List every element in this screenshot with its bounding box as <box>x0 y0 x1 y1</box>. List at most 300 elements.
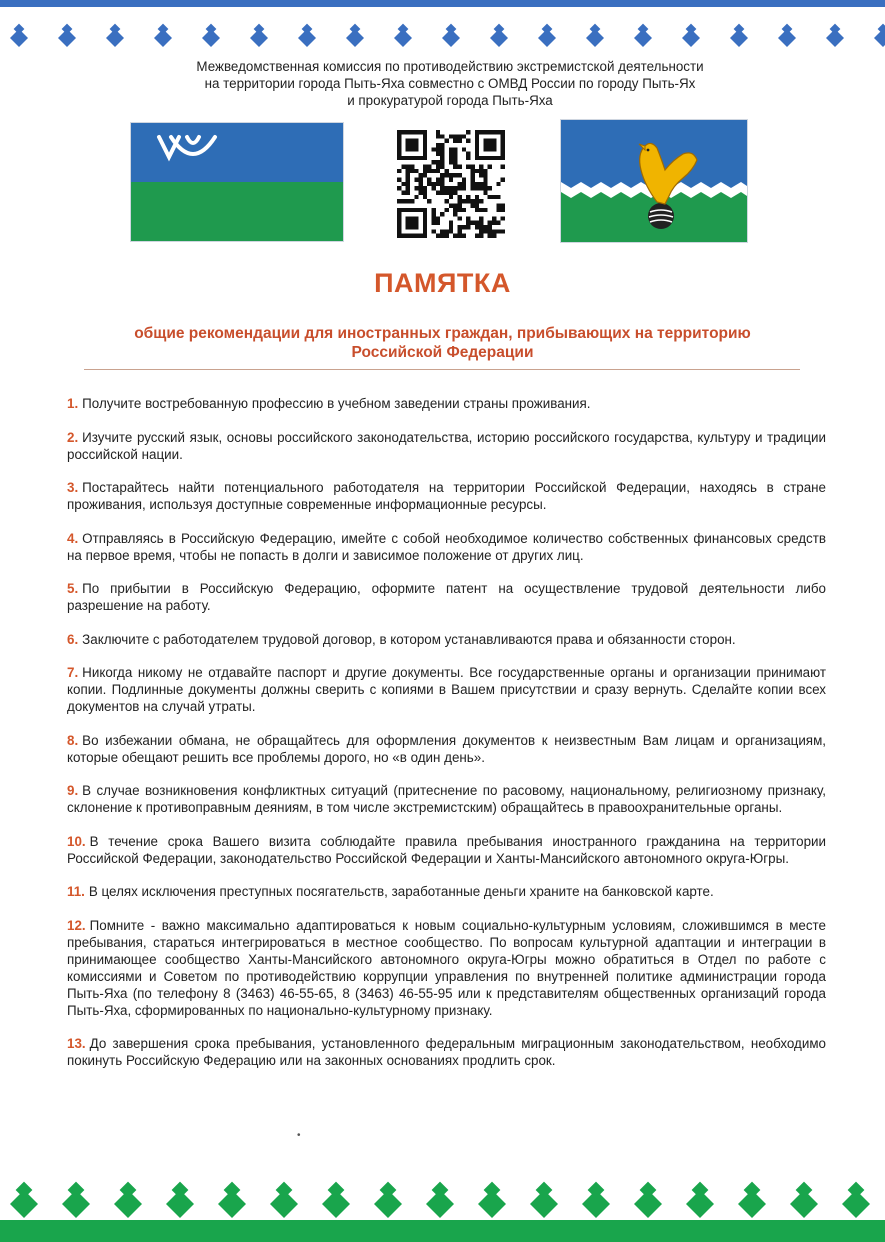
ornament-motif <box>250 24 268 47</box>
qr-module <box>492 195 496 199</box>
qr-module <box>453 152 457 156</box>
qr-module <box>501 216 505 220</box>
qr-module <box>440 186 444 190</box>
qr-module <box>496 203 500 207</box>
qr-module <box>445 139 449 143</box>
qr-module <box>462 178 466 182</box>
qr-module <box>436 147 440 151</box>
qr-module <box>440 165 444 169</box>
item-number: 5. <box>67 581 79 596</box>
qr-module <box>432 229 436 233</box>
qr-module <box>453 173 457 177</box>
qr-module <box>462 208 466 212</box>
ornament-motif <box>322 1182 350 1218</box>
qr-module <box>440 229 444 233</box>
qr-module <box>462 199 466 203</box>
qr-module <box>470 182 474 186</box>
qr-module <box>457 195 461 199</box>
qr-module <box>466 130 470 134</box>
qr-module <box>419 190 423 194</box>
ornament-motif <box>826 24 844 47</box>
qr-module <box>488 225 492 229</box>
qr-module <box>457 139 461 143</box>
qr-module <box>470 186 474 190</box>
qr-module <box>479 216 483 220</box>
qr-module <box>436 182 440 186</box>
ornament-motif <box>582 1182 610 1218</box>
qr-module <box>466 195 470 199</box>
qr-module <box>423 165 427 169</box>
qr-module <box>453 160 457 164</box>
list-item <box>67 917 826 1019</box>
list-item <box>67 1035 826 1069</box>
qr-module <box>466 221 470 225</box>
qr-module <box>479 165 483 169</box>
qr-module <box>406 186 410 190</box>
ornament-motif <box>730 24 748 47</box>
qr-module <box>462 225 466 229</box>
item-number: 12. <box>67 917 86 933</box>
qr-module <box>436 160 440 164</box>
item-number: 6. <box>67 631 79 647</box>
qr-module <box>501 203 505 207</box>
qr-module <box>453 156 457 160</box>
qr-module <box>449 221 453 225</box>
qr-module <box>449 156 453 160</box>
qr-module <box>440 147 444 151</box>
qr-module <box>475 203 479 207</box>
qr-module <box>445 229 449 233</box>
item-number: 2. <box>67 429 79 445</box>
qr-module <box>475 195 479 199</box>
qr-module <box>423 195 427 199</box>
qr-module <box>419 178 423 182</box>
qr-module <box>449 178 453 182</box>
header-text <box>100 58 800 109</box>
qr-module <box>492 216 496 220</box>
qr-module <box>492 234 496 238</box>
qr-module <box>462 186 466 190</box>
header-line: на территории города Пыть-Яха совместно с ОМВД России по городу Пыть-Ях <box>204 76 696 91</box>
qr-module <box>479 234 483 238</box>
qr-module <box>470 165 474 169</box>
qr-module <box>457 203 461 207</box>
qr-module <box>453 139 457 143</box>
qr-module <box>470 203 474 207</box>
item-text: До завершения срока пребывания, установленного федеральным миграционным законодательством, необходимо покинуть Российскую Федерацию или на законных основаниях продлить срок. <box>67 1036 826 1068</box>
qr-module <box>466 139 470 143</box>
qr-module <box>427 169 431 173</box>
qr-finder <box>483 139 496 152</box>
qr-module <box>501 229 505 233</box>
item-text: В случае возникновения конфликтных ситуаций (притеснение по расовому, национальному, религиозному признаку, склонение к противоправным деяниям, в том числе экстремистским) обращайтесь в правоохранительные органы. <box>67 783 826 815</box>
qr-module <box>457 165 461 169</box>
qr-module <box>488 165 492 169</box>
divider <box>84 369 800 370</box>
qr-module <box>449 203 453 207</box>
qr-module <box>436 216 440 220</box>
list-item <box>67 664 826 715</box>
qr-module <box>483 173 487 177</box>
item-number: 1. <box>67 396 79 411</box>
item-text: Получите востребованную профессию в учебном заведении страны проживания. <box>82 396 591 411</box>
qr-module <box>453 165 457 169</box>
qr-code[interactable] <box>397 130 505 238</box>
qr-module <box>462 147 466 151</box>
qr-module <box>432 208 436 212</box>
item-number: 8. <box>67 732 79 748</box>
qr-module <box>406 182 410 186</box>
qr-module <box>440 143 444 147</box>
qr-module <box>457 199 461 203</box>
qr-module <box>475 208 479 212</box>
list-item <box>67 631 826 648</box>
ornament-motif <box>490 24 508 47</box>
qr-module <box>453 203 457 207</box>
qr-module <box>423 169 427 173</box>
qr-module <box>440 173 444 177</box>
qr-module <box>479 199 483 203</box>
qr-module <box>470 178 474 182</box>
qr-module <box>457 234 461 238</box>
ornament-motif <box>114 1182 142 1218</box>
qr-module <box>440 178 444 182</box>
qr-module <box>479 173 483 177</box>
qr-module <box>436 190 440 194</box>
qr-module <box>440 156 444 160</box>
qr-module <box>436 130 440 134</box>
qr-module <box>466 225 470 229</box>
ornament-motif <box>842 1182 870 1218</box>
qr-module <box>483 225 487 229</box>
qr-module <box>419 182 423 186</box>
subtitle-line: Российской Федерации <box>351 344 534 361</box>
qr-module <box>501 208 505 212</box>
qr-module <box>483 182 487 186</box>
ornament-motif <box>58 24 76 47</box>
qr-module <box>432 182 436 186</box>
qr-module <box>479 229 483 233</box>
qr-module <box>449 152 453 156</box>
qr-module <box>453 134 457 138</box>
qr-module <box>406 199 410 203</box>
qr-module <box>466 199 470 203</box>
qr-module <box>501 165 505 169</box>
item-text: В течение срока Вашего визита соблюдайте правила пребывания иностранного гражданина на территории Российской Федерации, законодательство Российской Федерации и Ханты-Мансийского автономного округа-Югры. <box>67 833 826 866</box>
qr-module <box>436 143 440 147</box>
ornament-motif <box>394 24 412 47</box>
item-text: Помните - важно максимально адаптироваться к новым социально-культурным условиям, сложившимся в месте пребывания, стараться интегрироваться в местное сообщество. По вопросам культурной адаптации и интеграции в принимающее сообщество Ханты-Мансийского автономного округа-Югры можно обратиться в Отдел по работе с комиссиями и Советом по противодействию коррупции управления по внутренней политике администрации города Пыть-Яха (по телефону 8 (3463) 46-55-65, 8 (3463) 46-55-95 или к представителям общественных организаций города Пыть-Яха, сформированных по национально-культурному признаку. <box>67 917 826 1018</box>
ornament-motif <box>154 24 172 47</box>
qr-module <box>483 186 487 190</box>
qr-module <box>479 182 483 186</box>
ornament-motif <box>202 24 220 47</box>
ornament-motif <box>790 1182 818 1218</box>
ornament-motif <box>682 24 700 47</box>
qr-module <box>475 199 479 203</box>
ugra-flag <box>130 122 344 242</box>
document-title: ПАМЯТКА <box>374 268 511 298</box>
qr-finder <box>406 139 419 152</box>
ornament-motif <box>538 24 556 47</box>
qr-module <box>419 186 423 190</box>
qr-module <box>488 221 492 225</box>
qr-module <box>436 134 440 138</box>
subtitle-line: общие рекомендации для иностранных граждан, прибывающих на территорию <box>134 325 751 342</box>
qr-module <box>475 186 479 190</box>
qr-module <box>445 173 449 177</box>
item-number: 9. <box>67 783 79 798</box>
top-ornament-band <box>0 0 885 55</box>
item-number: 7. <box>67 665 79 680</box>
ornament-motif <box>270 1182 298 1218</box>
qr-module <box>457 208 461 212</box>
qr-module <box>488 195 492 199</box>
ornament-motif <box>634 1182 662 1218</box>
qr-module <box>436 221 440 225</box>
qr-module <box>432 169 436 173</box>
qr-module <box>401 190 405 194</box>
qr-module <box>449 190 453 194</box>
qr-module <box>475 234 479 238</box>
qr-module <box>479 169 483 173</box>
bottom-ornament-band <box>0 1158 885 1242</box>
qr-module <box>427 182 431 186</box>
item-number: 4. <box>67 530 79 546</box>
document-subtitle <box>90 324 795 362</box>
qr-module <box>397 199 401 203</box>
qr-module <box>423 186 427 190</box>
ornament-motif <box>218 1182 246 1218</box>
qr-module <box>470 169 474 173</box>
qr-module <box>462 134 466 138</box>
qr-module <box>496 195 500 199</box>
qr-module <box>488 234 492 238</box>
qr-module <box>440 182 444 186</box>
qr-module <box>440 190 444 194</box>
list-item <box>67 732 826 766</box>
item-number: 3. <box>67 480 79 495</box>
list-item <box>67 429 826 463</box>
qr-module <box>475 221 479 225</box>
item-text: Постарайтесь найти потенциального работодателя на территории Российской Федерации, находясь в стране проживания, используя доступные современные информационные ресурсы. <box>67 480 826 512</box>
list-item <box>67 479 826 513</box>
item-text: Отправляясь в Российскую Федерацию, имейте с собой необходимое количество собственных финансовых средств на первое время, чтобы не попасть в долги и зависимое положение от других лиц. <box>67 530 826 563</box>
list-item <box>67 530 826 564</box>
qr-module <box>453 190 457 194</box>
qr-module <box>414 169 418 173</box>
qr-module <box>410 199 414 203</box>
qr-module <box>457 173 461 177</box>
qr-module <box>470 199 474 203</box>
qr-module <box>457 216 461 220</box>
qr-module <box>466 165 470 169</box>
ornament-motif <box>374 1182 402 1218</box>
qr-module <box>453 208 457 212</box>
qr-module <box>432 212 436 216</box>
qr-module <box>414 195 418 199</box>
qr-module <box>445 186 449 190</box>
item-text: В целях исключения преступных посягательств, заработанные деньги храните на банковской карте. <box>88 884 714 899</box>
qr-module <box>457 225 461 229</box>
qr-module <box>449 160 453 164</box>
qr-module <box>423 190 427 194</box>
qr-module <box>449 186 453 190</box>
header-line: и прокуратурой города Пыть-Яха <box>347 93 553 108</box>
qr-module <box>449 173 453 177</box>
qr-module <box>496 182 500 186</box>
list-item <box>67 580 826 614</box>
qr-module <box>466 216 470 220</box>
qr-module <box>466 156 470 160</box>
qr-module <box>453 234 457 238</box>
qr-module <box>479 225 483 229</box>
qr-module <box>470 173 474 177</box>
item-text: По прибытии в Российскую Федерацию, оформите патент на осуществление трудовой деятельности либо разрешение на работу. <box>67 581 826 613</box>
qr-module <box>475 182 479 186</box>
qr-module <box>406 169 410 173</box>
qr-module <box>410 165 414 169</box>
header-line: Межведомственная комиссия по противодействию экстремистской деятельности <box>196 59 704 74</box>
item-number: 13. <box>67 1036 86 1051</box>
recommendations-list <box>67 395 826 1086</box>
qr-module <box>449 195 453 199</box>
qr-module <box>457 229 461 233</box>
qr-module <box>457 134 461 138</box>
qr-module <box>501 178 505 182</box>
qr-module <box>488 186 492 190</box>
qr-module <box>436 152 440 156</box>
qr-module <box>432 216 436 220</box>
qr-module <box>440 134 444 138</box>
qr-module <box>445 199 449 203</box>
qr-module <box>440 160 444 164</box>
ornament-motif <box>634 24 652 47</box>
ornament-motif <box>10 24 28 47</box>
qr-module <box>479 208 483 212</box>
qr-module <box>397 169 401 173</box>
ornament-motif <box>346 24 364 47</box>
qr-module <box>427 165 431 169</box>
qr-module <box>414 186 418 190</box>
item-text: Заключите с работодателем трудовой договор, в котором устанавливаются права и обязанности сторон. <box>82 631 736 647</box>
item-text: Во избежании обмана, не обращайтесь для оформления документов к неизвестным Вам лицам и организациям, которые обещают решить все проблемы дорого, но «в один день». <box>67 732 826 765</box>
qr-module <box>406 165 410 169</box>
qr-finder <box>406 216 419 229</box>
qr-module <box>466 152 470 156</box>
ornament-motif <box>738 1182 766 1218</box>
list-item <box>67 782 826 816</box>
item-number: 11. <box>67 884 85 899</box>
qr-module <box>496 208 500 212</box>
ornament-motif <box>62 1182 90 1218</box>
qr-module <box>406 173 410 177</box>
list-item <box>67 883 826 900</box>
qr-module <box>445 169 449 173</box>
qr-module <box>427 178 431 182</box>
qr-module <box>462 182 466 186</box>
qr-module <box>483 178 487 182</box>
qr-module <box>496 229 500 233</box>
item-number: 10. <box>67 833 86 849</box>
qr-module <box>440 212 444 216</box>
qr-module <box>436 178 440 182</box>
qr-module <box>410 169 414 173</box>
ornament-motif <box>426 1182 454 1218</box>
qr-module <box>453 186 457 190</box>
qr-module <box>496 221 500 225</box>
qr-module <box>475 169 479 173</box>
qr-module <box>479 221 483 225</box>
qr-module <box>483 169 487 173</box>
qr-module <box>462 234 466 238</box>
qr-module <box>401 165 405 169</box>
qr-module <box>453 212 457 216</box>
qr-module <box>457 186 461 190</box>
qr-module <box>449 229 453 233</box>
qr-module <box>427 199 431 203</box>
qr-module <box>479 186 483 190</box>
ornament-motif <box>874 24 885 47</box>
qr-module <box>453 147 457 151</box>
ornament-motif <box>10 1182 38 1218</box>
qr-module <box>445 190 449 194</box>
ornament-motif <box>778 24 796 47</box>
qr-module <box>401 199 405 203</box>
qr-module <box>401 182 405 186</box>
qr-module <box>475 225 479 229</box>
qr-module <box>492 229 496 233</box>
ornament-motif <box>586 24 604 47</box>
ornament-motif <box>106 24 124 47</box>
qr-module <box>440 234 444 238</box>
qr-module <box>432 147 436 151</box>
list-item <box>67 395 826 412</box>
ornament-motif <box>298 24 316 47</box>
qr-module <box>449 225 453 229</box>
ornament-motif <box>166 1182 194 1218</box>
ornament-motif <box>442 24 460 47</box>
qr-module <box>457 182 461 186</box>
qr-module <box>397 178 401 182</box>
qr-module <box>423 173 427 177</box>
qr-module <box>432 221 436 225</box>
ornament-motif <box>686 1182 714 1218</box>
qr-module <box>406 190 410 194</box>
stray-mark: • <box>297 1130 301 1141</box>
pyt-yakh-flag <box>560 119 748 243</box>
qr-module <box>419 173 423 177</box>
qr-module <box>432 186 436 190</box>
list-item <box>67 833 826 867</box>
qr-module <box>432 160 436 164</box>
ornament-base <box>0 1220 885 1242</box>
qr-module <box>406 178 410 182</box>
item-text: Никогда никому не отдавайте паспорт и другие документы. Все государственные органы и организации принимают копии. Подлинные документы должны сверить с копиями в Вашем присутствии и сразу вернуть. Сделайте копии всех документов на случай утраты. <box>67 665 826 714</box>
qr-module <box>445 208 449 212</box>
qr-module <box>483 208 487 212</box>
qr-module <box>440 152 444 156</box>
qr-module <box>449 134 453 138</box>
ornament-motif <box>478 1182 506 1218</box>
ornament-motif <box>530 1182 558 1218</box>
item-text: Изучите русский язык, основы российского законодательства, историю российского государства, культуру и традиции российской нации. <box>67 429 826 462</box>
qr-module <box>436 169 440 173</box>
qr-module <box>436 165 440 169</box>
qr-module <box>470 221 474 225</box>
qr-module <box>483 229 487 233</box>
qr-module <box>445 234 449 238</box>
